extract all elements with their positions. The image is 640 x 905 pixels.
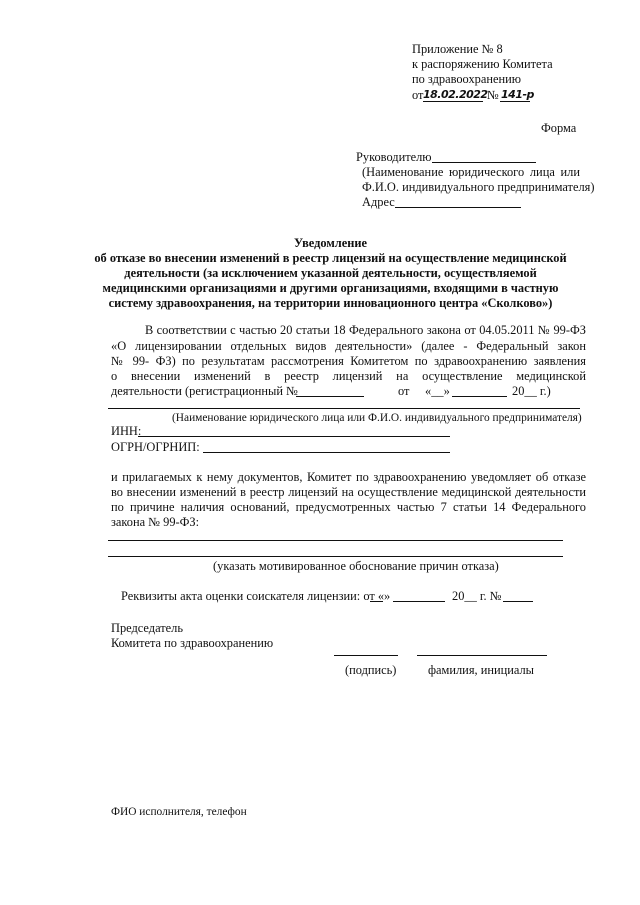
addressee-caption-1: (Наименование юридического лица или bbox=[362, 165, 580, 179]
notice-subject-2: деятельности (за исключением указанной деятельности, осуществляемой bbox=[124, 266, 537, 280]
reason-underline-1 bbox=[108, 540, 563, 541]
body1-month-underline bbox=[452, 396, 507, 397]
act-year-number-label: 20__ г. № bbox=[452, 589, 502, 603]
notice-subject-1: об отказе во внесении изменений в реестр лицензий на осуществление медицинской bbox=[94, 251, 567, 265]
act-number-underline bbox=[503, 601, 533, 602]
body2-line-1: и прилагаемых к нему документов, Комитет по здравоохранению уведомляет об отказе bbox=[111, 470, 586, 484]
signature-caption: (подпись) bbox=[345, 663, 397, 677]
act-month-underline bbox=[393, 601, 445, 602]
form-label: Форма bbox=[541, 121, 577, 135]
notice-heading: Уведомление bbox=[294, 236, 367, 250]
chair-title-2: Комитета по здравоохранению bbox=[111, 636, 274, 650]
addressee-head: Руководителю bbox=[356, 150, 432, 164]
appendix-line-1: Приложение № 8 bbox=[412, 42, 503, 56]
body1-line-4: о внесении изменений в реестр лицензий на осуществление медицинской bbox=[111, 369, 586, 383]
body2-line-4: закона № 99-ФЗ: bbox=[111, 515, 200, 529]
addressee-address-label: Адрес bbox=[362, 195, 395, 209]
body1-line-2: «О лицензировании отдельных видов деятельности» (далее - Федеральный закон bbox=[111, 339, 586, 353]
notice-subject-4: систему здравоохранения, на территории инновационного центра «Сколково») bbox=[108, 296, 553, 310]
name-caption: фамилия, инициалы bbox=[428, 663, 534, 677]
appendix-line-3: по здравоохранению bbox=[412, 72, 521, 86]
reason-underline-2 bbox=[108, 556, 563, 557]
appendix-line-2: к распоряжению Комитета bbox=[412, 57, 553, 71]
appendix-from-prefix: от bbox=[412, 88, 424, 102]
body1-line-3: № 99- ФЗ) по результатам рассмотрения Комитетом по здравоохранению заявления bbox=[111, 354, 586, 368]
appendix-number-sign: № bbox=[487, 88, 499, 102]
body2-line-2: во внесении изменений в реестр лицензий на осуществление медицинской деятельности bbox=[111, 485, 586, 499]
act-details-label: Реквизиты акта оценки соискателя лицензии: от « bbox=[121, 589, 385, 603]
name-underline bbox=[417, 655, 547, 656]
act-day-underline bbox=[370, 601, 383, 602]
entity-name-caption: (Наименование юридического лица или Ф.И.О. индивидуального предпринимателя) bbox=[172, 412, 582, 424]
entity-name-underline bbox=[108, 408, 580, 409]
ogrn-label: ОГРН/ОГРНИП: bbox=[111, 440, 200, 454]
body1-line-1: В соответствии с частью 20 статьи 18 Федерального закона от 04.05.2011 № 99-ФЗ bbox=[145, 323, 586, 337]
body1-day-field: «__» bbox=[425, 384, 450, 398]
addressee-caption-2: Ф.И.О. индивидуального предпринимателя) bbox=[362, 180, 595, 194]
inn-underline bbox=[138, 436, 450, 437]
body1-reg-label: деятельности (регистрационный № bbox=[111, 384, 298, 398]
signature-underline bbox=[334, 655, 398, 656]
appendix-date-handwritten: 18.02.2022 bbox=[423, 88, 488, 101]
notice-subject-3: медицинскими организациями и другими организациями, входящими в частную bbox=[102, 281, 559, 295]
appendix-number-handwritten: 141-р bbox=[501, 88, 534, 101]
body2-line-3: по причине наличия оснований, предусмотренных частью 7 статьи 14 Федерального bbox=[111, 500, 586, 514]
body1-year-field: 20__ г.) bbox=[512, 384, 551, 398]
act-day-close: » bbox=[384, 589, 391, 603]
ogrn-underline bbox=[203, 452, 450, 453]
addressee-head-underline bbox=[432, 162, 536, 163]
executor-footer: ФИО исполнителя, телефон bbox=[111, 806, 247, 818]
appendix-date-underline bbox=[423, 101, 483, 102]
body1-from-label: от bbox=[398, 384, 410, 398]
addressee-address-underline bbox=[395, 207, 521, 208]
reason-caption: (указать мотивированное обоснование причин отказа) bbox=[213, 559, 499, 573]
body1-reg-number-underline bbox=[296, 396, 364, 397]
chair-title-1: Председатель bbox=[111, 621, 184, 635]
appendix-number-underline bbox=[500, 101, 530, 102]
inn-label: ИНН: bbox=[111, 424, 142, 438]
